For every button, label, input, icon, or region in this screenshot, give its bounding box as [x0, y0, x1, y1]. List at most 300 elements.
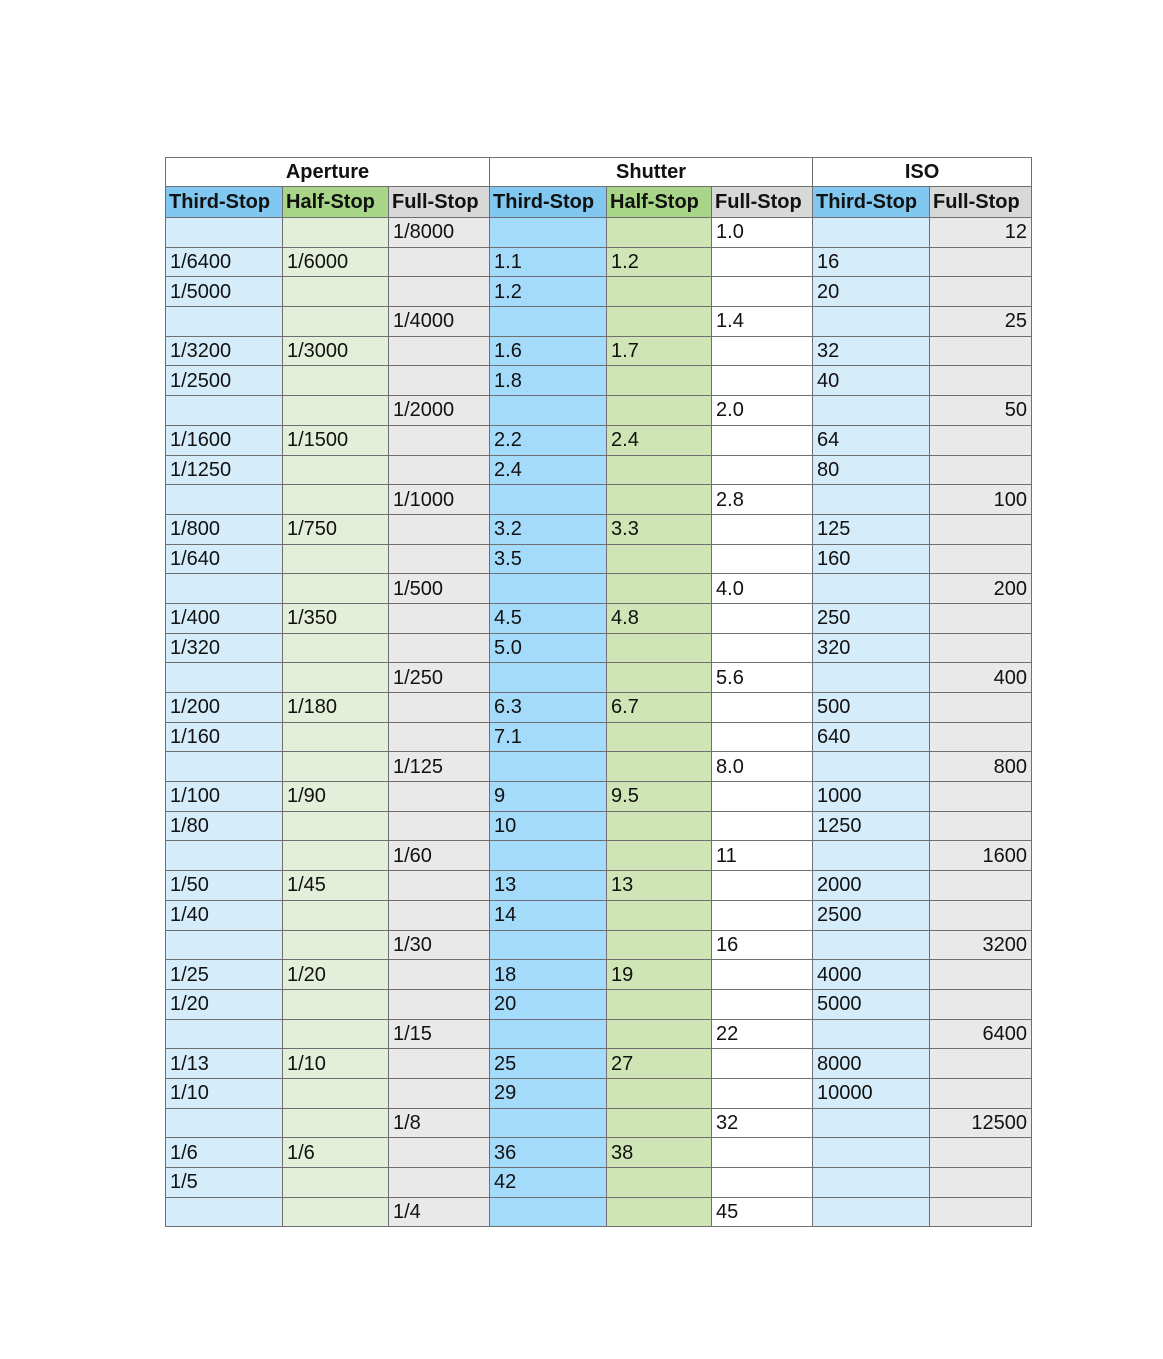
cell-shutter-half: 38 — [607, 1138, 712, 1168]
cell-iso-full: 50 — [930, 396, 1032, 426]
cell-iso-third — [813, 396, 930, 426]
cell-aperture-half: 1/350 — [283, 603, 389, 633]
cell-iso-full — [930, 366, 1032, 396]
cell-shutter-third: 9 — [490, 782, 607, 812]
cell-shutter-third — [490, 752, 607, 782]
cell-aperture-third: 1/200 — [166, 693, 283, 723]
cell-aperture-full: 1/15 — [389, 1019, 490, 1049]
cell-shutter-full — [712, 514, 813, 544]
cell-aperture-full — [389, 336, 490, 366]
cell-iso-third — [813, 752, 930, 782]
subheader-aperture-full-stop: Full-Stop — [389, 187, 490, 218]
table-row — [166, 396, 1032, 426]
cell-iso-full — [930, 900, 1032, 930]
cell-shutter-full: 1.4 — [712, 307, 813, 337]
cell-shutter-third: 36 — [490, 1138, 607, 1168]
cell-aperture-half — [283, 218, 389, 248]
cell-shutter-third: 6.3 — [490, 693, 607, 723]
table-row — [166, 247, 1032, 277]
table-row — [166, 722, 1032, 752]
cell-aperture-third: 1/3200 — [166, 336, 283, 366]
cell-shutter-third: 20 — [490, 989, 607, 1019]
cell-aperture-third: 1/320 — [166, 633, 283, 663]
cell-aperture-half — [283, 574, 389, 604]
cell-aperture-full — [389, 247, 490, 277]
table-row — [166, 544, 1032, 574]
cell-iso-full — [930, 544, 1032, 574]
cell-aperture-third: 1/6 — [166, 1138, 283, 1168]
group-header-shutter: Shutter — [490, 158, 813, 187]
cell-shutter-full — [712, 544, 813, 574]
cell-shutter-half — [607, 900, 712, 930]
cell-iso-third: 64 — [813, 425, 930, 455]
cell-shutter-full — [712, 1078, 813, 1108]
cell-iso-third — [813, 1168, 930, 1198]
cell-iso-third: 2500 — [813, 900, 930, 930]
cell-aperture-half: 1/6 — [283, 1138, 389, 1168]
cell-shutter-half — [607, 722, 712, 752]
cell-iso-full: 12500 — [930, 1108, 1032, 1138]
cell-shutter-full: 2.8 — [712, 485, 813, 515]
cell-aperture-half: 1/90 — [283, 782, 389, 812]
cell-aperture-half — [283, 1168, 389, 1198]
cell-shutter-half — [607, 1078, 712, 1108]
cell-aperture-half — [283, 277, 389, 307]
cell-iso-third — [813, 1019, 930, 1049]
cell-shutter-half — [607, 989, 712, 1019]
cell-iso-full: 400 — [930, 663, 1032, 693]
cell-iso-third: 640 — [813, 722, 930, 752]
cell-shutter-full — [712, 693, 813, 723]
cell-shutter-third: 5.0 — [490, 633, 607, 663]
cell-iso-third: 250 — [813, 603, 930, 633]
table-row — [166, 1197, 1032, 1227]
table-row — [166, 485, 1032, 515]
subheader-shutter-third-stop: Third-Stop — [490, 187, 607, 218]
cell-aperture-full — [389, 425, 490, 455]
cell-shutter-half — [607, 811, 712, 841]
table-row — [166, 425, 1032, 455]
cell-iso-third — [813, 1138, 930, 1168]
cell-aperture-third — [166, 1108, 283, 1138]
cell-iso-third: 2000 — [813, 871, 930, 901]
cell-shutter-third — [490, 1197, 607, 1227]
cell-iso-third — [813, 218, 930, 248]
cell-shutter-third — [490, 218, 607, 248]
cell-aperture-third: 1/640 — [166, 544, 283, 574]
table-row — [166, 1168, 1032, 1198]
cell-iso-full: 100 — [930, 485, 1032, 515]
cell-iso-third: 500 — [813, 693, 930, 723]
cell-aperture-full — [389, 871, 490, 901]
cell-aperture-full: 1/8000 — [389, 218, 490, 248]
cell-iso-full — [930, 277, 1032, 307]
cell-shutter-half: 4.8 — [607, 603, 712, 633]
cell-iso-third: 20 — [813, 277, 930, 307]
cell-shutter-third: 1.8 — [490, 366, 607, 396]
cell-aperture-half — [283, 366, 389, 396]
cell-shutter-third: 25 — [490, 1049, 607, 1079]
table-row — [166, 1078, 1032, 1108]
cell-iso-full — [930, 1197, 1032, 1227]
cell-shutter-third: 14 — [490, 900, 607, 930]
cell-iso-third: 8000 — [813, 1049, 930, 1079]
cell-iso-full — [930, 989, 1032, 1019]
cell-aperture-half — [283, 485, 389, 515]
cell-iso-third: 40 — [813, 366, 930, 396]
table-row — [166, 900, 1032, 930]
cell-shutter-full — [712, 782, 813, 812]
cell-aperture-full — [389, 544, 490, 574]
table-row — [166, 1019, 1032, 1049]
cell-aperture-full — [389, 277, 490, 307]
cell-shutter-full: 32 — [712, 1108, 813, 1138]
cell-shutter-half — [607, 752, 712, 782]
cell-shutter-half: 6.7 — [607, 693, 712, 723]
table-row — [166, 1049, 1032, 1079]
cell-iso-full — [930, 693, 1032, 723]
cell-shutter-full: 45 — [712, 1197, 813, 1227]
cell-aperture-third — [166, 1197, 283, 1227]
cell-shutter-half: 1.7 — [607, 336, 712, 366]
cell-aperture-full: 1/30 — [389, 930, 490, 960]
cell-aperture-full — [389, 989, 490, 1019]
cell-iso-third: 320 — [813, 633, 930, 663]
cell-shutter-half — [607, 841, 712, 871]
cell-iso-full: 6400 — [930, 1019, 1032, 1049]
subheader-aperture-third-stop: Third-Stop — [166, 187, 283, 218]
cell-shutter-third: 10 — [490, 811, 607, 841]
cell-iso-full — [930, 455, 1032, 485]
cell-aperture-half — [283, 1197, 389, 1227]
cell-aperture-full — [389, 1138, 490, 1168]
cell-iso-third: 1250 — [813, 811, 930, 841]
table-row — [166, 574, 1032, 604]
cell-shutter-third: 42 — [490, 1168, 607, 1198]
table-row — [166, 663, 1032, 693]
table-row — [166, 307, 1032, 337]
cell-aperture-third — [166, 396, 283, 426]
cell-aperture-full: 1/500 — [389, 574, 490, 604]
cell-shutter-full — [712, 455, 813, 485]
cell-aperture-half — [283, 396, 389, 426]
cell-shutter-half — [607, 455, 712, 485]
cell-shutter-half: 2.4 — [607, 425, 712, 455]
cell-aperture-full — [389, 633, 490, 663]
cell-iso-full — [930, 1168, 1032, 1198]
cell-shutter-full — [712, 989, 813, 1019]
cell-iso-third: 32 — [813, 336, 930, 366]
table-row — [166, 811, 1032, 841]
cell-shutter-third — [490, 930, 607, 960]
subheader-aperture-half-stop: Half-Stop — [283, 187, 389, 218]
cell-shutter-third: 1.2 — [490, 277, 607, 307]
cell-iso-third — [813, 663, 930, 693]
cell-shutter-full — [712, 900, 813, 930]
cell-shutter-half — [607, 307, 712, 337]
cell-iso-third: 80 — [813, 455, 930, 485]
cell-shutter-full: 16 — [712, 930, 813, 960]
cell-shutter-third — [490, 1108, 607, 1138]
cell-shutter-full: 8.0 — [712, 752, 813, 782]
cell-aperture-full: 1/4 — [389, 1197, 490, 1227]
cell-shutter-third: 13 — [490, 871, 607, 901]
cell-shutter-half: 19 — [607, 960, 712, 990]
cell-iso-full: 12 — [930, 218, 1032, 248]
cell-shutter-full — [712, 633, 813, 663]
cell-shutter-third: 7.1 — [490, 722, 607, 752]
cell-iso-full — [930, 603, 1032, 633]
table-row — [166, 366, 1032, 396]
cell-aperture-third — [166, 663, 283, 693]
cell-aperture-full — [389, 514, 490, 544]
table-row — [166, 633, 1032, 663]
cell-shutter-third: 2.4 — [490, 455, 607, 485]
cell-shutter-full: 5.6 — [712, 663, 813, 693]
cell-shutter-half: 13 — [607, 871, 712, 901]
cell-shutter-half — [607, 218, 712, 248]
cell-aperture-full — [389, 366, 490, 396]
cell-iso-third — [813, 307, 930, 337]
cell-aperture-third: 1/40 — [166, 900, 283, 930]
cell-iso-full — [930, 1138, 1032, 1168]
cell-aperture-full: 1/125 — [389, 752, 490, 782]
cell-shutter-third — [490, 396, 607, 426]
cell-shutter-third: 1.6 — [490, 336, 607, 366]
table-row — [166, 218, 1032, 248]
cell-shutter-full — [712, 960, 813, 990]
cell-iso-full: 800 — [930, 752, 1032, 782]
cell-iso-third: 1000 — [813, 782, 930, 812]
cell-aperture-third: 1/100 — [166, 782, 283, 812]
cell-iso-third: 4000 — [813, 960, 930, 990]
cell-shutter-third: 3.2 — [490, 514, 607, 544]
cell-shutter-third: 29 — [490, 1078, 607, 1108]
cell-shutter-full — [712, 336, 813, 366]
cell-shutter-half — [607, 1197, 712, 1227]
cell-aperture-third — [166, 930, 283, 960]
cell-aperture-third: 1/2500 — [166, 366, 283, 396]
cell-shutter-full — [712, 247, 813, 277]
cell-aperture-half — [283, 930, 389, 960]
cell-shutter-full — [712, 722, 813, 752]
cell-iso-full — [930, 336, 1032, 366]
cell-shutter-full — [712, 1138, 813, 1168]
cell-aperture-full — [389, 603, 490, 633]
cell-aperture-third — [166, 574, 283, 604]
cell-shutter-full: 11 — [712, 841, 813, 871]
cell-shutter-half: 9.5 — [607, 782, 712, 812]
sub-header-row — [166, 187, 1032, 218]
group-header-iso: ISO — [813, 158, 1032, 187]
group-header-aperture: Aperture — [166, 158, 490, 187]
subheader-shutter-full-stop: Full-Stop — [712, 187, 813, 218]
cell-aperture-full: 1/8 — [389, 1108, 490, 1138]
cell-iso-full — [930, 247, 1032, 277]
cell-iso-full — [930, 871, 1032, 901]
cell-aperture-half: 1/1500 — [283, 425, 389, 455]
cell-iso-full — [930, 960, 1032, 990]
cell-shutter-full — [712, 425, 813, 455]
cell-aperture-half: 1/6000 — [283, 247, 389, 277]
table-row — [166, 1138, 1032, 1168]
cell-aperture-third: 1/5000 — [166, 277, 283, 307]
cell-aperture-half: 1/180 — [283, 693, 389, 723]
cell-shutter-full: 1.0 — [712, 218, 813, 248]
cell-aperture-half: 1/10 — [283, 1049, 389, 1079]
cell-shutter-half: 27 — [607, 1049, 712, 1079]
cell-aperture-third: 1/13 — [166, 1049, 283, 1079]
cell-iso-full: 25 — [930, 307, 1032, 337]
cell-iso-third: 5000 — [813, 989, 930, 1019]
cell-shutter-full — [712, 811, 813, 841]
cell-aperture-third: 1/400 — [166, 603, 283, 633]
cell-iso-third — [813, 930, 930, 960]
cell-iso-full — [930, 1078, 1032, 1108]
cell-aperture-half — [283, 1019, 389, 1049]
table-row — [166, 930, 1032, 960]
cell-aperture-full: 1/2000 — [389, 396, 490, 426]
cell-aperture-half — [283, 1108, 389, 1138]
cell-aperture-half: 1/750 — [283, 514, 389, 544]
cell-aperture-half — [283, 307, 389, 337]
cell-aperture-half — [283, 989, 389, 1019]
cell-aperture-half — [283, 633, 389, 663]
cell-aperture-full: 1/60 — [389, 841, 490, 871]
cell-aperture-full — [389, 960, 490, 990]
cell-aperture-half — [283, 752, 389, 782]
cell-aperture-third: 1/160 — [166, 722, 283, 752]
cell-aperture-third — [166, 841, 283, 871]
table-row — [166, 841, 1032, 871]
cell-shutter-half: 1.2 — [607, 247, 712, 277]
table-row — [166, 455, 1032, 485]
group-header-row — [166, 158, 1032, 187]
table-row — [166, 693, 1032, 723]
cell-aperture-full — [389, 900, 490, 930]
cell-aperture-third — [166, 485, 283, 515]
cell-shutter-third: 2.2 — [490, 425, 607, 455]
cell-shutter-half — [607, 930, 712, 960]
table-row — [166, 960, 1032, 990]
cell-shutter-full — [712, 1049, 813, 1079]
cell-aperture-third — [166, 307, 283, 337]
cell-iso-third: 125 — [813, 514, 930, 544]
cell-aperture-full — [389, 455, 490, 485]
cell-shutter-half — [607, 396, 712, 426]
table-row — [166, 1108, 1032, 1138]
cell-iso-full — [930, 425, 1032, 455]
cell-aperture-third: 1/1600 — [166, 425, 283, 455]
cell-shutter-half — [607, 485, 712, 515]
cell-iso-third: 10000 — [813, 1078, 930, 1108]
cell-aperture-full — [389, 1168, 490, 1198]
cell-aperture-third — [166, 218, 283, 248]
cell-iso-third — [813, 841, 930, 871]
cell-shutter-full — [712, 366, 813, 396]
cell-shutter-full — [712, 1168, 813, 1198]
cell-shutter-full: 22 — [712, 1019, 813, 1049]
cell-aperture-full: 1/250 — [389, 663, 490, 693]
cell-shutter-third — [490, 485, 607, 515]
cell-aperture-full — [389, 722, 490, 752]
cell-aperture-third: 1/20 — [166, 989, 283, 1019]
cell-shutter-third: 1.1 — [490, 247, 607, 277]
cell-aperture-third: 1/6400 — [166, 247, 283, 277]
cell-aperture-full — [389, 811, 490, 841]
cell-aperture-third: 1/800 — [166, 514, 283, 544]
subheader-shutter-half-stop: Half-Stop — [607, 187, 712, 218]
cell-iso-third — [813, 1108, 930, 1138]
cell-aperture-full — [389, 693, 490, 723]
cell-shutter-third — [490, 1019, 607, 1049]
cell-iso-full: 200 — [930, 574, 1032, 604]
cell-aperture-half — [283, 544, 389, 574]
cell-shutter-third — [490, 307, 607, 337]
cell-shutter-half — [607, 544, 712, 574]
cell-iso-full: 1600 — [930, 841, 1032, 871]
cell-aperture-third: 1/10 — [166, 1078, 283, 1108]
table-row — [166, 752, 1032, 782]
cell-iso-third — [813, 1197, 930, 1227]
cell-aperture-full — [389, 1049, 490, 1079]
cell-aperture-half: 1/20 — [283, 960, 389, 990]
cell-shutter-full: 2.0 — [712, 396, 813, 426]
cell-iso-third — [813, 574, 930, 604]
cell-iso-third: 160 — [813, 544, 930, 574]
table-row — [166, 514, 1032, 544]
cell-shutter-full — [712, 871, 813, 901]
cell-iso-full — [930, 514, 1032, 544]
cell-shutter-third — [490, 574, 607, 604]
cell-iso-third: 16 — [813, 247, 930, 277]
table-row — [166, 782, 1032, 812]
cell-shutter-half — [607, 1019, 712, 1049]
cell-aperture-half — [283, 841, 389, 871]
cell-shutter-full — [712, 277, 813, 307]
cell-aperture-third — [166, 752, 283, 782]
table-row — [166, 277, 1032, 307]
cell-iso-full: 3200 — [930, 930, 1032, 960]
cell-shutter-full — [712, 603, 813, 633]
cell-shutter-third: 4.5 — [490, 603, 607, 633]
cell-aperture-third: 1/50 — [166, 871, 283, 901]
cell-aperture-third: 1/5 — [166, 1168, 283, 1198]
cell-shutter-half — [607, 1168, 712, 1198]
subheader-iso-full-stop: Full-Stop — [930, 187, 1032, 218]
cell-shutter-third — [490, 663, 607, 693]
subheader-iso-third-stop: Third-Stop — [813, 187, 930, 218]
exposure-stops-table — [165, 157, 1032, 1227]
cell-aperture-half — [283, 1078, 389, 1108]
cell-aperture-half — [283, 455, 389, 485]
table-row — [166, 336, 1032, 366]
table-row — [166, 989, 1032, 1019]
cell-iso-full — [930, 811, 1032, 841]
cell-shutter-half — [607, 663, 712, 693]
cell-iso-full — [930, 722, 1032, 752]
cell-aperture-third: 1/25 — [166, 960, 283, 990]
cell-shutter-half — [607, 574, 712, 604]
cell-shutter-half: 3.3 — [607, 514, 712, 544]
cell-shutter-third — [490, 841, 607, 871]
table-row — [166, 603, 1032, 633]
cell-shutter-half — [607, 1108, 712, 1138]
cell-aperture-half — [283, 663, 389, 693]
cell-aperture-full — [389, 1078, 490, 1108]
cell-iso-third — [813, 485, 930, 515]
cell-iso-full — [930, 633, 1032, 663]
